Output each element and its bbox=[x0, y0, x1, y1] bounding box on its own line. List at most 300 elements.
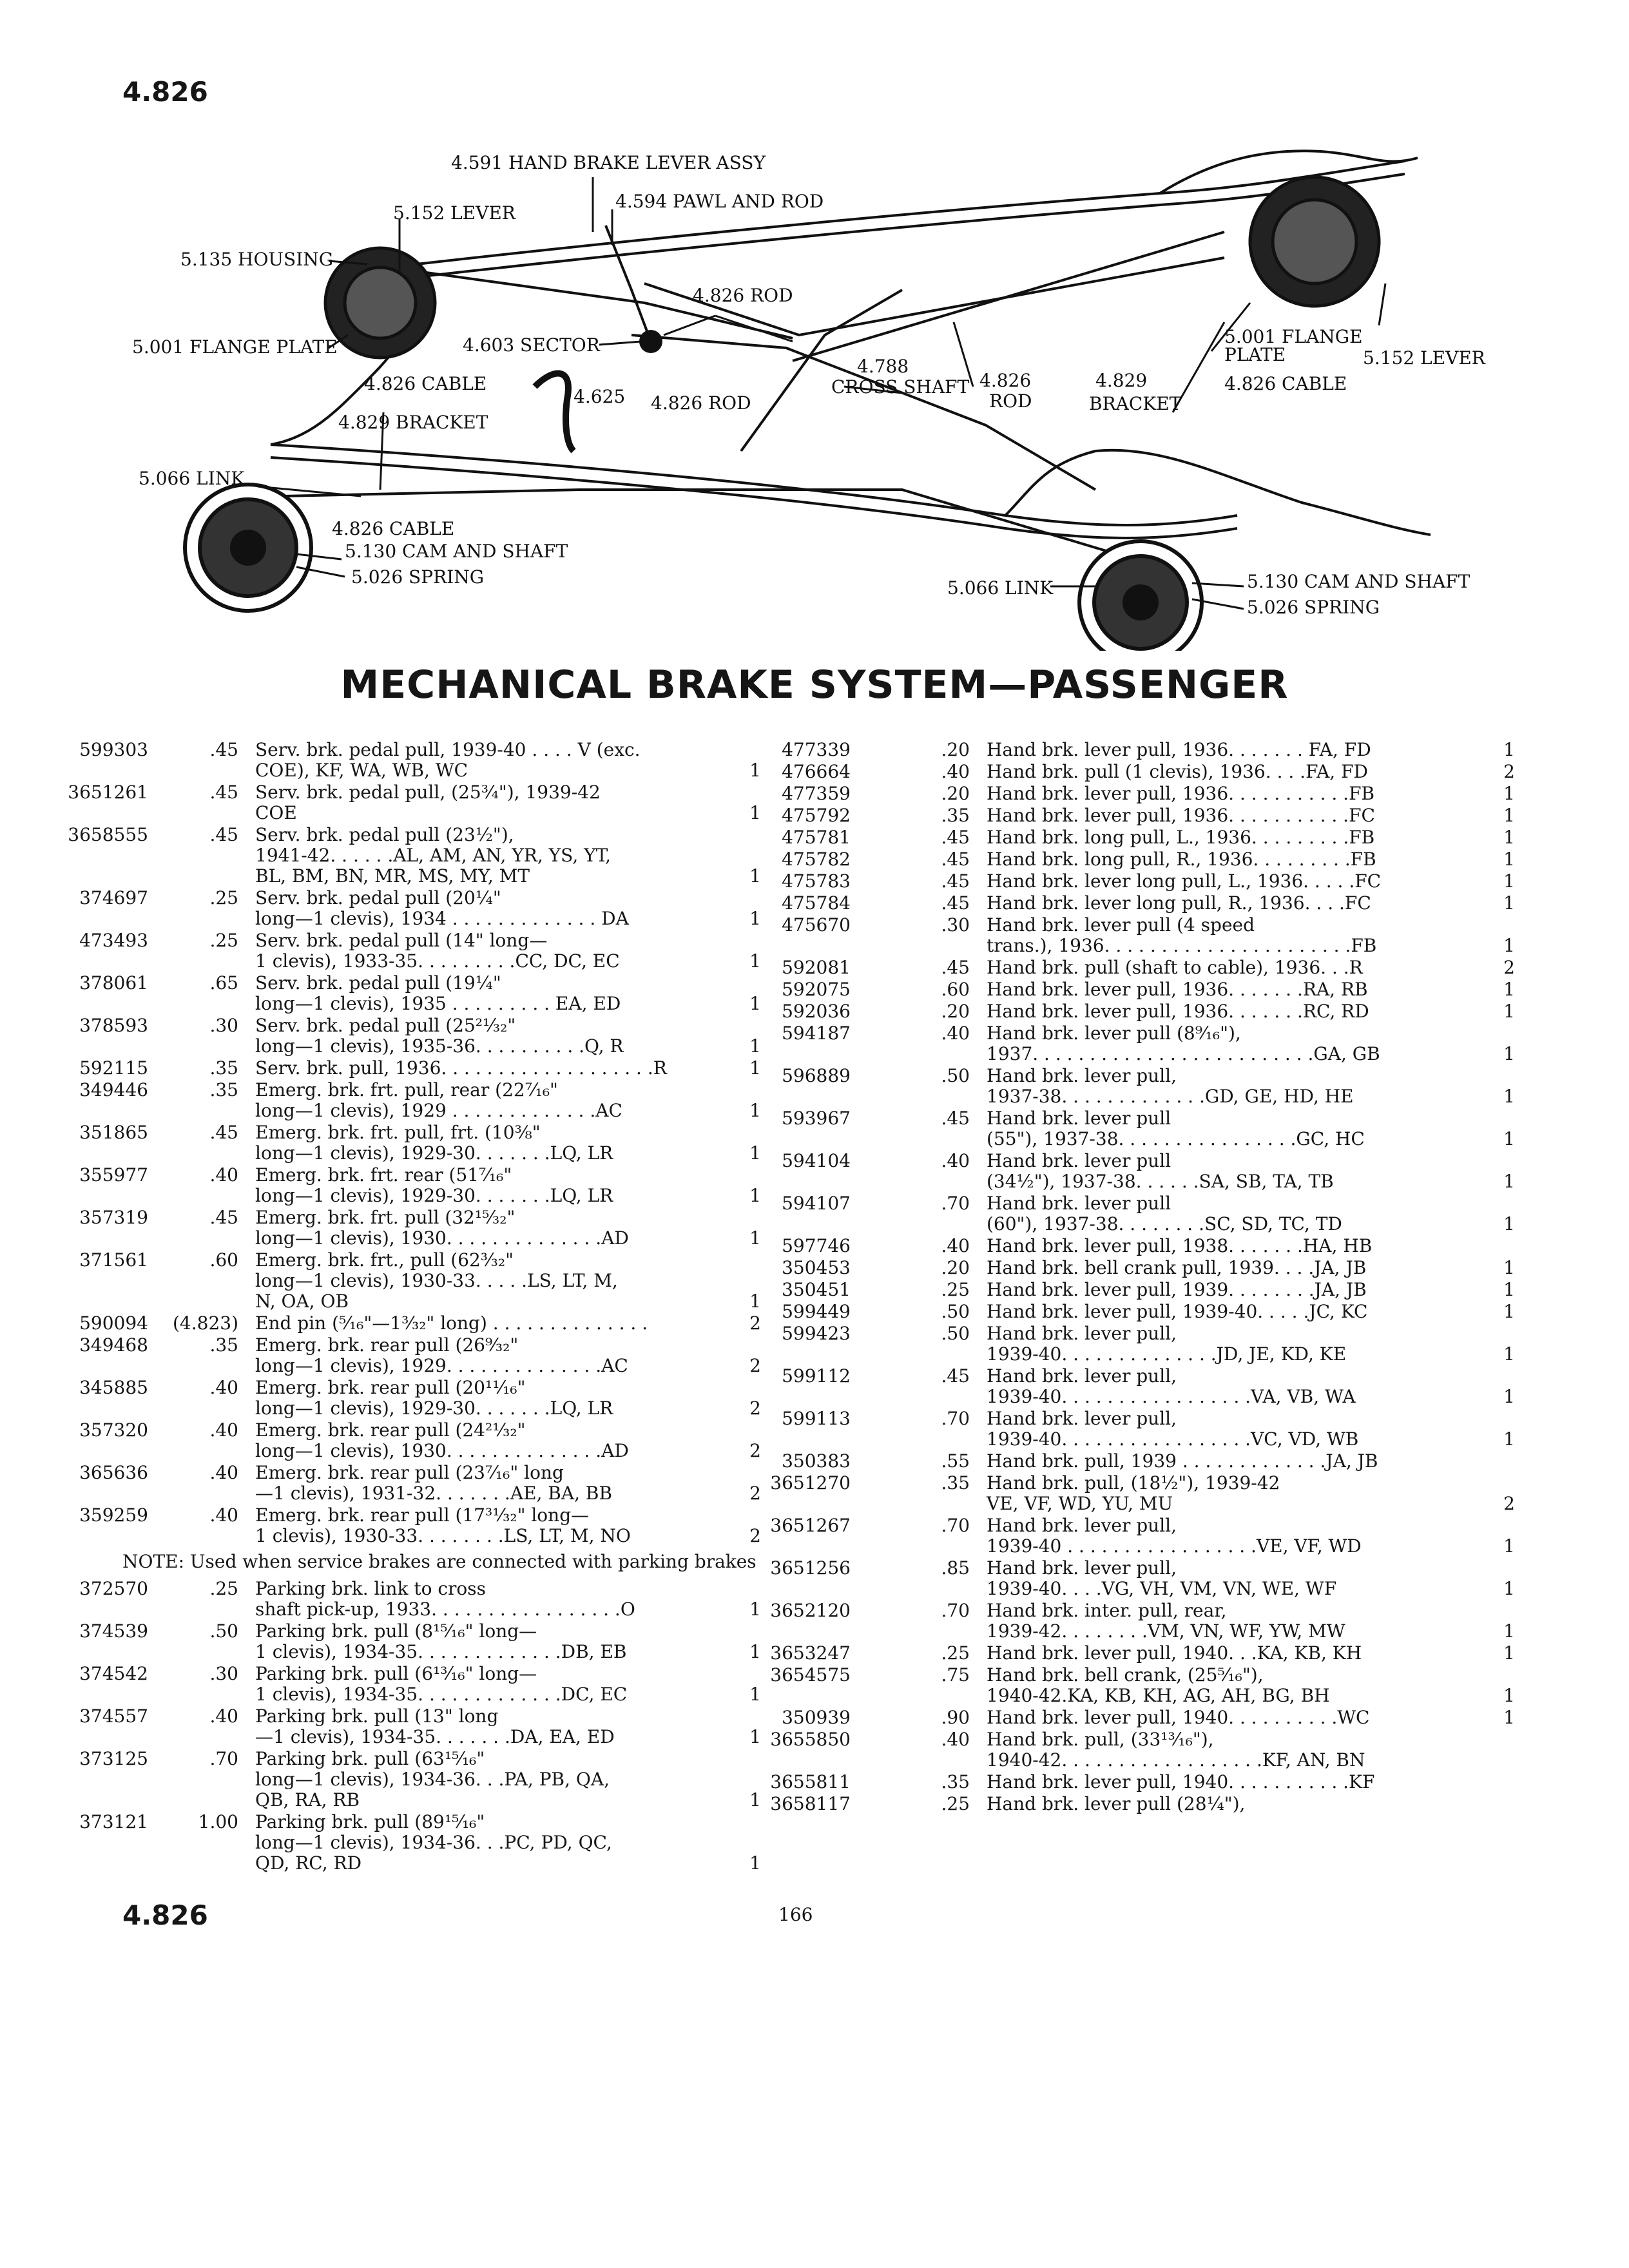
part-row bbox=[722, 1707, 1515, 1728]
label-cross-shaft-num: 4.788 bbox=[857, 356, 909, 377]
part-price: .75 bbox=[941, 1664, 970, 1686]
part-row bbox=[722, 1302, 1515, 1322]
part-description: Hand brk. lever long pull, R., 1936. . . .FC bbox=[987, 892, 1371, 914]
part-row bbox=[722, 1600, 1515, 1642]
part-quantity: 1 bbox=[1503, 739, 1515, 760]
page-title: MECHANICAL BRAKE SYSTEM—PASSENGER bbox=[340, 662, 1289, 707]
part-number: 378061 bbox=[79, 972, 148, 994]
part-description: Hand brk. lever pull, 1939-40. . . . . . . . . . . . . . . . .VA, VB, WA bbox=[987, 1365, 1356, 1407]
part-number: 3651261 bbox=[68, 782, 148, 803]
wheel-front bbox=[185, 485, 311, 611]
part-number: 357320 bbox=[79, 1419, 148, 1441]
part-description: Hand brk. lever pull (8⁹⁄₁₆"), 1937. . . . . . . . . . . . . . . . . . . . . . . . .GA, GB bbox=[987, 1023, 1380, 1064]
part-row bbox=[0, 1058, 761, 1079]
part-description: Hand brk. pull, 1939 . . . . . . . . . . . . .JA, JB bbox=[987, 1450, 1378, 1472]
label-cam-shaft-right: 5.130 CAM AND SHAFT bbox=[1247, 571, 1470, 592]
part-quantity: 1 bbox=[749, 908, 761, 929]
part-description: Hand brk. lever pull, 1936. . . . . . .RA, RB bbox=[987, 979, 1368, 1000]
part-price: .70 bbox=[941, 1193, 970, 1214]
part-number: 350451 bbox=[782, 1279, 851, 1300]
part-quantity: 1 bbox=[749, 1227, 761, 1249]
part-quantity: 2 bbox=[749, 1483, 761, 1504]
part-row bbox=[722, 1280, 1515, 1300]
part-quantity: 1 bbox=[1503, 892, 1515, 914]
part-row bbox=[0, 1621, 761, 1662]
part-price: .25 bbox=[209, 1578, 238, 1599]
part-description: Parking brk. pull (13" long —1 clevis), 1934-35. . . . . . .DA, EA, ED bbox=[255, 1706, 615, 1747]
part-number: 593967 bbox=[782, 1108, 851, 1129]
part-quantity: 1 bbox=[1503, 1043, 1515, 1064]
part-quantity: 1 bbox=[749, 1684, 761, 1705]
part-row bbox=[722, 1665, 1515, 1706]
part-price: 1.00 bbox=[198, 1811, 238, 1832]
part-number: 357319 bbox=[79, 1207, 148, 1228]
part-quantity: 1 bbox=[1503, 1642, 1515, 1664]
rod-right bbox=[793, 232, 1224, 361]
part-row bbox=[722, 1643, 1515, 1664]
part-row bbox=[0, 1812, 761, 1874]
part-quantity: 1 bbox=[749, 760, 761, 781]
part-price: .50 bbox=[941, 1323, 970, 1344]
part-number: 345885 bbox=[79, 1377, 148, 1398]
part-quantity: 2 bbox=[1503, 1493, 1515, 1514]
part-number: 373121 bbox=[79, 1811, 148, 1832]
part-row bbox=[722, 1001, 1515, 1022]
part-quantity: 1 bbox=[1503, 1257, 1515, 1278]
part-number: 350453 bbox=[782, 1257, 851, 1278]
part-number: 599112 bbox=[782, 1365, 851, 1387]
part-row bbox=[722, 1726, 1515, 1771]
part-price: .20 bbox=[941, 1001, 970, 1022]
part-price: .60 bbox=[941, 979, 970, 1000]
part-row bbox=[0, 1420, 761, 1461]
part-price: .40 bbox=[209, 1164, 238, 1186]
part-price: .40 bbox=[209, 1377, 238, 1398]
part-row bbox=[0, 1749, 761, 1811]
part-quantity: 1 bbox=[1503, 783, 1515, 804]
part-price: .20 bbox=[941, 783, 970, 804]
part-price: .45 bbox=[209, 739, 238, 760]
part-quantity: 1 bbox=[1503, 1001, 1515, 1022]
part-quantity: 1 bbox=[1503, 1428, 1515, 1450]
label-cable-lower: 4.826 CABLE bbox=[332, 518, 455, 539]
part-row bbox=[722, 802, 1515, 826]
part-description: Hand brk. lever long pull, L., 1936. . . . .FC bbox=[987, 870, 1382, 892]
part-price: .35 bbox=[941, 1771, 970, 1792]
label-link-right: 5.066 LINK bbox=[947, 577, 1054, 599]
part-description: Serv. brk. pull, 1936. . . . . . . . . . . . . . . . . . .R bbox=[255, 1057, 667, 1079]
part-description: Hand brk. lever pull, 1936. . . . . . . . . . .FB bbox=[987, 783, 1375, 804]
part-row bbox=[722, 1558, 1515, 1599]
part-description: Hand brk. pull, (33¹³⁄₁₆"), 1940-42. . . . . . . . . . . . . . . . . .KF, AN, BN bbox=[987, 1729, 1365, 1771]
part-description: Parking brk. pull (63¹⁵⁄₁₆" long—1 clevis), 1934-36. . .PA, PB, QA, QB, RA, RB bbox=[255, 1748, 610, 1811]
wheel-rear bbox=[1079, 541, 1202, 651]
part-number: 592075 bbox=[782, 979, 851, 1000]
part-description: Hand brk. lever pull, 1936. . . . . . . . . . .FC bbox=[987, 805, 1375, 826]
part-number: 599113 bbox=[782, 1408, 851, 1429]
label-lever-top: 5.152 LEVER bbox=[393, 202, 516, 224]
part-number: 477339 bbox=[782, 739, 851, 760]
part-description: Parking brk. pull (8¹⁵⁄₁₆" long— 1 clevis), 1934-35. . . . . . . . . . . . .DB, EB bbox=[255, 1620, 627, 1662]
part-price: .25 bbox=[941, 1793, 970, 1814]
part-row bbox=[722, 1772, 1515, 1792]
part-price: .25 bbox=[941, 1642, 970, 1664]
part-quantity: 1 bbox=[1503, 1301, 1515, 1322]
part-price: .40 bbox=[941, 1023, 970, 1044]
part-row bbox=[0, 930, 761, 972]
part-price: .35 bbox=[941, 805, 970, 826]
page-number: 166 bbox=[778, 1904, 813, 1925]
part-row bbox=[0, 825, 761, 887]
part-description: Hand brk. lever pull (55"), 1937-38. . . . . . . . . . . . . . . .GC, HC bbox=[987, 1108, 1365, 1149]
part-row bbox=[722, 1151, 1515, 1192]
part-quantity: 1 bbox=[749, 1057, 761, 1079]
part-quantity: 1 bbox=[749, 1100, 761, 1121]
part-price: .40 bbox=[941, 761, 970, 782]
part-number: 475784 bbox=[782, 892, 851, 914]
part-number: 475670 bbox=[782, 914, 851, 936]
part-description: Hand brk. lever pull, 1939-40. . . . .JC, KC bbox=[987, 1301, 1368, 1322]
part-row bbox=[0, 1335, 761, 1376]
part-row bbox=[0, 888, 761, 929]
right-column bbox=[722, 740, 1515, 1816]
part-row bbox=[722, 827, 1515, 848]
brake-pedal bbox=[535, 374, 574, 451]
part-price: .30 bbox=[941, 914, 970, 936]
frame-rail-upper bbox=[361, 161, 1405, 271]
part-row bbox=[0, 1463, 761, 1504]
part-price: .35 bbox=[209, 1334, 238, 1356]
part-description: Hand brk. inter. pull, rear, 1939-42. . . . . . . .VM, VN, WF, YW, MW bbox=[987, 1600, 1345, 1642]
part-description: Emerg. brk. frt., pull (62³⁄₃₂" long—1 clevis), 1930-33. . . . .LS, LT, M, N, OA, OB bbox=[255, 1249, 618, 1312]
part-row bbox=[0, 1313, 761, 1334]
part-number: 359259 bbox=[79, 1504, 148, 1526]
part-description: Hand brk. lever pull, 1940. . . . . . . . . .WC bbox=[987, 1707, 1370, 1728]
label-cable-left: 4.826 CABLE bbox=[364, 373, 487, 394]
part-price: .45 bbox=[209, 1122, 238, 1143]
note: NOTE: Used when service brakes are connected with parking brakes bbox=[122, 1551, 757, 1572]
part-number: 473493 bbox=[79, 930, 148, 951]
part-quantity: 1 bbox=[1503, 1343, 1515, 1365]
part-quantity: 1 bbox=[749, 1852, 761, 1874]
label-pawl-and-rod: 4.594 PAWL AND ROD bbox=[615, 191, 824, 212]
label-housing: 5.135 HOUSING bbox=[180, 249, 334, 270]
part-description: Hand brk. lever pull, 1937-38. . . . . . . . . . . . .GD, GE, HD, HE bbox=[987, 1065, 1354, 1107]
part-row bbox=[0, 1378, 761, 1419]
part-price: .35 bbox=[209, 1079, 238, 1100]
part-number: 592036 bbox=[782, 1001, 851, 1022]
part-row bbox=[722, 1515, 1515, 1557]
part-quantity: 1 bbox=[749, 865, 761, 887]
part-price: .45 bbox=[209, 782, 238, 803]
label-rod-upper: 4.826 ROD bbox=[693, 285, 793, 306]
label-link-left: 5.066 LINK bbox=[139, 468, 245, 489]
part-quantity: 1 bbox=[1503, 1086, 1515, 1107]
part-price: .40 bbox=[209, 1462, 238, 1483]
part-number: 3651267 bbox=[770, 1515, 851, 1536]
part-number: 3655850 bbox=[770, 1729, 851, 1750]
part-description: Hand brk. lever pull, 1936. . . . . . . FA, FD bbox=[987, 739, 1371, 760]
part-description: Emerg. brk. rear pull (23⁷⁄₁₆" long —1 clevis), 1931-32. . . . . . .AE, BA, BB bbox=[255, 1462, 613, 1504]
label-bracket-right: BRACKET bbox=[1089, 393, 1182, 414]
part-description: Serv. brk. pedal pull (25²¹⁄₃₂" long—1 clevis), 1935-36. . . . . . . . . .Q, R bbox=[255, 1015, 624, 1057]
part-price: .45 bbox=[209, 1207, 238, 1228]
part-quantity: 2 bbox=[749, 1525, 761, 1546]
part-price: .35 bbox=[209, 1057, 238, 1079]
part-row bbox=[722, 849, 1515, 870]
part-description: Hand brk. lever pull, 1940. . . . . . . . . . .KF bbox=[987, 1771, 1375, 1792]
part-row bbox=[722, 1236, 1515, 1256]
part-quantity: 1 bbox=[1503, 1171, 1515, 1192]
part-price: .40 bbox=[209, 1419, 238, 1441]
part-description: Serv. brk. pedal pull, (25¾"), 1939-42 COE bbox=[255, 782, 601, 823]
part-price: .20 bbox=[941, 739, 970, 760]
part-number: 350939 bbox=[782, 1707, 851, 1728]
part-description: Parking brk. pull (6¹³⁄₁₆" long— 1 clevis), 1934-35. . . . . . . . . . . . .DC, EC bbox=[255, 1663, 628, 1705]
label-flange-right-1: 5.001 FLANGE bbox=[1224, 326, 1363, 347]
part-number: 350383 bbox=[782, 1450, 851, 1472]
part-description: Hand brk. lever pull (28¼"), bbox=[987, 1793, 1246, 1814]
part-price: .70 bbox=[941, 1408, 970, 1429]
part-quantity: 1 bbox=[749, 1142, 761, 1164]
part-row bbox=[0, 1250, 761, 1312]
part-price: .45 bbox=[941, 957, 970, 978]
part-quantity: 1 bbox=[749, 1726, 761, 1747]
part-quantity: 1 bbox=[1503, 827, 1515, 848]
part-description: Parking brk. pull (89¹⁵⁄₁₆" long—1 clevis), 1934-36. . .PC, PD, QC, QD, RC, RD bbox=[255, 1811, 612, 1874]
part-number: 374697 bbox=[79, 887, 148, 908]
part-quantity: 1 bbox=[1503, 1213, 1515, 1235]
part-description: Hand brk. long pull, R., 1936. . . . . . . . .FB bbox=[987, 849, 1376, 870]
part-description: End pin (⁵⁄₁₆"—1³⁄₃₂" long) . . . . . . . . . . . . . . bbox=[255, 1312, 648, 1334]
part-price: .45 bbox=[941, 849, 970, 870]
label-cross-shaft: CROSS SHAFT bbox=[831, 376, 970, 398]
label-flange-right-2: PLATE bbox=[1224, 344, 1286, 365]
part-row bbox=[722, 1794, 1515, 1814]
part-price: .45 bbox=[941, 827, 970, 848]
part-number: 365636 bbox=[79, 1462, 148, 1483]
part-row bbox=[722, 893, 1515, 914]
part-number: 349468 bbox=[79, 1334, 148, 1356]
part-price: .40 bbox=[941, 1235, 970, 1256]
part-description: Hand brk. pull (shaft to cable), 1936. . .R bbox=[987, 957, 1363, 978]
part-description: Serv. brk. pedal pull (19¼" long—1 clevis), 1935 . . . . . . . . . EA, ED bbox=[255, 972, 621, 1014]
part-description: Emerg. brk. frt. rear (51⁷⁄₁₆" long—1 clevis), 1929-30. . . . . . .LQ, LR bbox=[255, 1164, 613, 1206]
part-number: 592115 bbox=[79, 1057, 148, 1079]
part-description: Hand brk. lever pull (60"), 1937-38. . . . . . . .SC, SD, TC, TD bbox=[987, 1193, 1342, 1235]
part-price: .70 bbox=[941, 1600, 970, 1621]
part-quantity: 2 bbox=[749, 1355, 761, 1376]
part-description: Emerg. brk. rear pull (17³¹⁄₃₂" long— 1 clevis), 1930-33. . . . . . . .LS, LT, M, NO bbox=[255, 1504, 631, 1546]
label-pedal: 4.625 bbox=[574, 386, 626, 407]
part-quantity: 1 bbox=[749, 802, 761, 823]
part-number: 475792 bbox=[782, 805, 851, 826]
sector bbox=[639, 330, 662, 353]
part-number: 594187 bbox=[782, 1023, 851, 1044]
part-description: Hand brk. lever pull (34½"), 1937-38. . . . . .SA, SB, TA, TB bbox=[987, 1150, 1334, 1192]
part-number: 594104 bbox=[782, 1150, 851, 1171]
part-row bbox=[722, 762, 1515, 782]
part-quantity: 2 bbox=[749, 1398, 761, 1419]
label-hand-brake-lever-assy: 4.591 HAND BRAKE LEVER ASSY bbox=[451, 152, 766, 173]
part-price: .25 bbox=[209, 930, 238, 951]
part-row bbox=[0, 1015, 761, 1057]
label-sector: 4.603 SECTOR bbox=[463, 334, 600, 356]
part-row bbox=[0, 782, 761, 823]
part-row bbox=[0, 1664, 761, 1705]
part-number: 594107 bbox=[782, 1193, 851, 1214]
part-quantity: 1 bbox=[749, 950, 761, 972]
part-price: .30 bbox=[209, 1015, 238, 1036]
label-flange-plate-left: 5.001 FLANGE PLATE bbox=[132, 336, 338, 358]
part-quantity: 1 bbox=[749, 1599, 761, 1620]
part-number: 599303 bbox=[79, 739, 148, 760]
part-price: .35 bbox=[941, 1472, 970, 1494]
part-row bbox=[722, 1108, 1515, 1149]
section-number-bottom: 4.826 bbox=[122, 1899, 208, 1931]
part-description: Hand brk. long pull, L., 1936. . . . . . . . .FB bbox=[987, 827, 1375, 848]
part-row bbox=[722, 915, 1515, 956]
part-row bbox=[722, 1193, 1515, 1235]
part-price: .55 bbox=[941, 1450, 970, 1472]
part-number: 349446 bbox=[79, 1079, 148, 1100]
part-quantity: 1 bbox=[1503, 1578, 1515, 1599]
part-price: .90 bbox=[941, 1707, 970, 1728]
part-description: Serv. brk. pedal pull (20¼" long—1 clevis), 1934 . . . . . . . . . . . . . DA bbox=[255, 887, 629, 929]
part-quantity: 1 bbox=[1503, 1535, 1515, 1557]
part-number: 374539 bbox=[79, 1620, 148, 1642]
part-number: 3653247 bbox=[770, 1642, 851, 1664]
part-quantity: 1 bbox=[1503, 849, 1515, 870]
part-number: 374557 bbox=[79, 1706, 148, 1727]
part-number: 597746 bbox=[782, 1235, 851, 1256]
part-number: 599449 bbox=[782, 1301, 851, 1322]
left-column bbox=[0, 740, 761, 1875]
part-description: Serv. brk. pedal pull (14" long— 1 clevis), 1933-35. . . . . . . . .CC, DC, EC bbox=[255, 930, 620, 972]
part-price: .85 bbox=[941, 1557, 970, 1579]
part-number: 374542 bbox=[79, 1663, 148, 1684]
part-row bbox=[722, 1473, 1515, 1514]
part-row bbox=[0, 1706, 761, 1747]
part-quantity: 1 bbox=[1503, 1279, 1515, 1300]
part-number: 590094 bbox=[79, 1312, 148, 1334]
part-quantity: 1 bbox=[749, 1641, 761, 1662]
part-description: Emerg. brk. frt. pull, frt. (10⅜" long—1 clevis), 1929-30. . . . . . .LQ, LR bbox=[255, 1122, 613, 1164]
label-lever-right: 5.152 LEVER bbox=[1363, 347, 1485, 369]
part-price: .70 bbox=[941, 1515, 970, 1536]
part-description: Hand brk. lever pull, 1938. . . . . . .HA, HB bbox=[987, 1235, 1373, 1256]
part-row bbox=[0, 1080, 761, 1121]
part-quantity: 2 bbox=[1503, 957, 1515, 978]
part-price: .50 bbox=[941, 1301, 970, 1322]
part-row bbox=[0, 1165, 761, 1206]
part-row bbox=[722, 1366, 1515, 1407]
part-number: 476664 bbox=[782, 761, 851, 782]
part-row bbox=[722, 979, 1515, 1000]
part-number: 372570 bbox=[79, 1578, 148, 1599]
part-number: 378593 bbox=[79, 1015, 148, 1036]
part-price: .40 bbox=[941, 1729, 970, 1750]
part-description: Hand brk. lever pull, 1939-40. . . .VG, VH, VM, VN, WE, WF bbox=[987, 1557, 1337, 1599]
part-row bbox=[722, 783, 1515, 804]
part-number: 3655811 bbox=[770, 1771, 851, 1792]
part-number: 351865 bbox=[79, 1122, 148, 1143]
part-row bbox=[722, 871, 1515, 892]
part-price: .45 bbox=[941, 892, 970, 914]
part-quantity: 1 bbox=[1503, 1128, 1515, 1149]
part-description: Hand brk. lever pull (4 speed trans.), 1936. . . . . . . . . . . . . . . . . . . . . .FB bbox=[987, 914, 1377, 956]
part-description: Hand brk. lever pull, 1939-40. . . . . . . . . . . . . . . . .VC, VD, WB bbox=[987, 1408, 1359, 1450]
part-row bbox=[722, 1023, 1515, 1064]
part-quantity: 2 bbox=[749, 1440, 761, 1461]
part-row bbox=[0, 740, 761, 781]
part-description: Hand brk. pull, (18½"), 1939-42 VE, VF, WD, YU, MU bbox=[987, 1472, 1280, 1514]
part-number: 3652120 bbox=[770, 1600, 851, 1621]
part-quantity: 1 bbox=[1503, 1386, 1515, 1407]
part-quantity: 1 bbox=[749, 1185, 761, 1206]
part-description: Serv. brk. pedal pull, 1939-40 . . . . V (exc. COE), KF, WA, WB, WC bbox=[255, 739, 641, 781]
part-number: 592081 bbox=[782, 957, 851, 978]
part-number: 596889 bbox=[782, 1065, 851, 1086]
part-price: .40 bbox=[941, 1150, 970, 1171]
part-number: 3658117 bbox=[770, 1793, 851, 1814]
part-quantity: 1 bbox=[1503, 1620, 1515, 1642]
flange-plate-left bbox=[325, 248, 435, 358]
part-price: .45 bbox=[209, 824, 238, 845]
label-spring-right: 5.026 SPRING bbox=[1247, 597, 1380, 618]
part-description: Emerg. brk. rear pull (24²¹⁄₃₂" long—1 clevis), 1930. . . . . . . . . . . . . .AD bbox=[255, 1419, 629, 1461]
part-number: 475783 bbox=[782, 870, 851, 892]
part-quantity: 1 bbox=[1503, 1685, 1515, 1706]
part-price: .45 bbox=[941, 870, 970, 892]
part-number: 475781 bbox=[782, 827, 851, 848]
frame-rail-upper-2 bbox=[361, 174, 1405, 284]
part-row bbox=[722, 740, 1515, 760]
part-quantity: 1 bbox=[1503, 805, 1515, 826]
part-price: .40 bbox=[209, 1504, 238, 1526]
part-description: Emerg. brk. frt. pull, rear (22⁷⁄₁₆" long—1 clevis), 1929 . . . . . . . . . . . . .AC bbox=[255, 1079, 622, 1121]
part-number: 371561 bbox=[79, 1249, 148, 1271]
part-price: .50 bbox=[209, 1620, 238, 1642]
part-number: 3651256 bbox=[770, 1557, 851, 1579]
part-row bbox=[0, 1579, 761, 1620]
part-number: 3651270 bbox=[770, 1472, 851, 1494]
label-bracket-right-num: 4.829 bbox=[1095, 370, 1148, 391]
part-description: Emerg. brk. frt. pull (32¹⁵⁄₃₂" long—1 clevis), 1930. . . . . . . . . . . . . .AD bbox=[255, 1207, 629, 1249]
part-number: 355977 bbox=[79, 1164, 148, 1186]
part-number: 373125 bbox=[79, 1748, 148, 1769]
part-number: 475782 bbox=[782, 849, 851, 870]
part-row bbox=[722, 957, 1515, 978]
part-description: Hand brk. lever pull, 1936. . . . . . .RC, RD bbox=[987, 1001, 1369, 1022]
label-cam-shaft-left: 5.130 CAM AND SHAFT bbox=[345, 541, 568, 562]
part-quantity: 1 bbox=[1503, 870, 1515, 892]
part-row bbox=[722, 1066, 1515, 1107]
part-quantity: 1 bbox=[749, 1789, 761, 1811]
part-number: 477359 bbox=[782, 783, 851, 804]
part-row bbox=[0, 1505, 761, 1546]
part-row bbox=[722, 1408, 1515, 1450]
part-quantity: 1 bbox=[1503, 979, 1515, 1000]
part-description: Hand brk. lever pull, 1939-40 . . . . . . . . . . . . . . . . .VE, VF, WD bbox=[987, 1515, 1362, 1557]
part-quantity: 1 bbox=[749, 1291, 761, 1312]
part-quantity: 2 bbox=[1503, 761, 1515, 782]
label-spring-left: 5.026 SPRING bbox=[351, 566, 485, 588]
part-price: .25 bbox=[941, 1279, 970, 1300]
part-row bbox=[722, 1258, 1515, 1278]
part-quantity: 1 bbox=[1503, 1707, 1515, 1728]
part-price: .50 bbox=[941, 1065, 970, 1086]
